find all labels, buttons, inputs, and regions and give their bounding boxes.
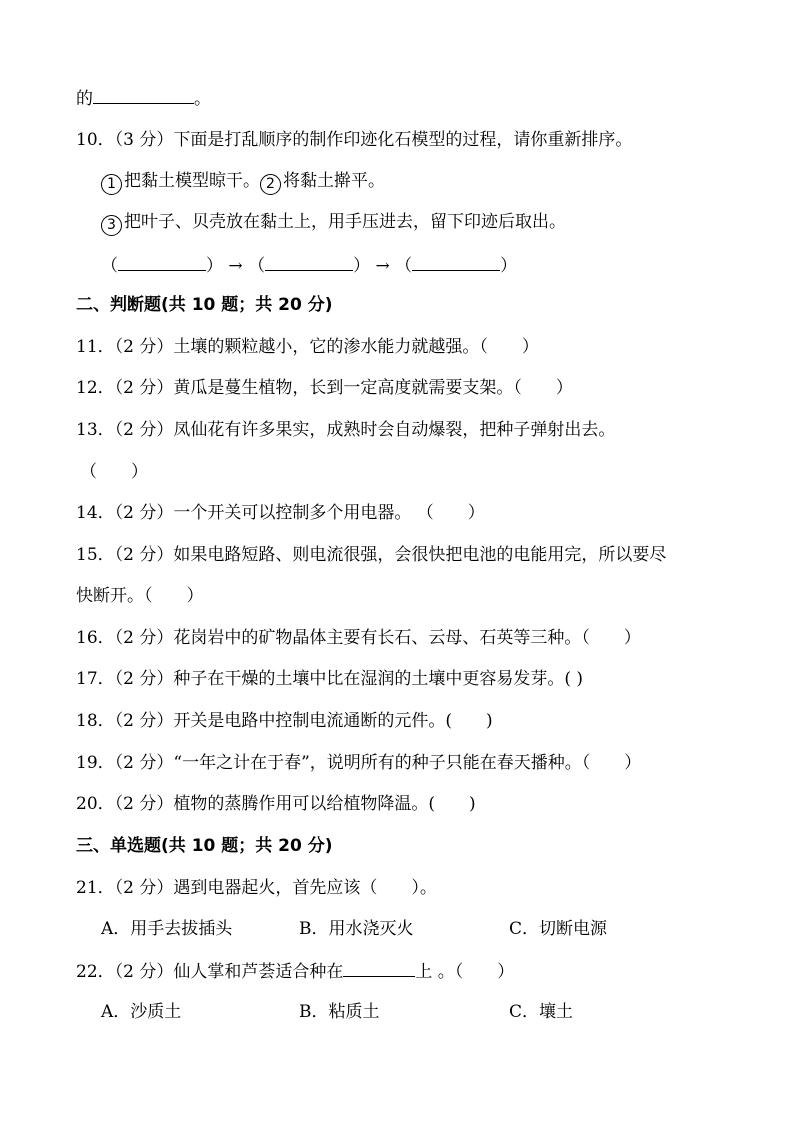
question-text: 种子在干燥的土壤中比在湿润的土壤中更容易发芽。( ) bbox=[173, 669, 584, 689]
question-12 bbox=[76, 376, 573, 400]
close-paren: ） bbox=[206, 256, 223, 276]
question-score: （2 分） bbox=[114, 962, 174, 982]
q9-prefix: 的 bbox=[76, 89, 93, 109]
question-text: “一年之计在于春”，说明所有的种子只能在春天播种。（ ） bbox=[173, 753, 642, 773]
question-text: 下面是打乱顺序的制作印迹化石模型的过程，请你重新排序。 bbox=[173, 130, 633, 150]
question-number: 19． bbox=[76, 753, 115, 773]
question-score: （3 分） bbox=[114, 130, 174, 150]
question-score: （2 分） bbox=[114, 545, 174, 565]
question-13 bbox=[76, 418, 615, 442]
question-16 bbox=[76, 626, 641, 650]
section-title-single-choice: 三、单选题(共 10 题；共 20 分) bbox=[76, 836, 333, 856]
q10-steps-line1 bbox=[101, 169, 385, 195]
question-text: 一个开关可以控制多个用电器。 （ ） bbox=[173, 503, 485, 523]
open-paren: （ bbox=[101, 256, 118, 276]
close-paren: ） bbox=[500, 256, 518, 276]
circled-number-3: 3 bbox=[101, 215, 122, 236]
section-title-judgment: 二、判断题(共 10 题；共 20 分) bbox=[76, 295, 333, 315]
order-blank-2[interactable] bbox=[265, 253, 353, 271]
q10-step2: 将黏土擀平。 bbox=[283, 171, 385, 191]
q9-suffix: 。 bbox=[194, 89, 211, 109]
q22-option-b[interactable]: B．粘质土 bbox=[299, 1002, 380, 1022]
open-paren: （ bbox=[395, 256, 413, 276]
question-text: 如果电路短路、则电流很强，会很快把电池的电能用完，所以要尽 bbox=[173, 545, 667, 565]
q10-steps-line2 bbox=[101, 210, 566, 236]
q10-step3: 把叶子、贝壳放在黏土上，用手压进去，留下印迹后取出。 bbox=[124, 212, 566, 232]
question-15 bbox=[76, 543, 666, 567]
q13-answer-paren[interactable]: （ ） bbox=[80, 462, 148, 482]
question-20 bbox=[76, 792, 476, 816]
question-score: （2 分） bbox=[114, 628, 174, 648]
q10-step1: 把黏土模型晾干。 bbox=[124, 171, 260, 191]
question-number: 14． bbox=[76, 503, 115, 523]
question-number: 17． bbox=[76, 669, 115, 689]
q21-option-b[interactable]: B．用水浇灭火 bbox=[299, 919, 414, 939]
answer-blank[interactable] bbox=[343, 959, 415, 977]
question-score: （2 分） bbox=[114, 669, 174, 689]
question-11 bbox=[76, 335, 539, 359]
question-text: 土壤的颗粒越小，它的渗水能力就越强。（ ） bbox=[173, 337, 539, 357]
question-text: 黄瓜是蔓生植物，长到一定高度就需要支架。（ ） bbox=[173, 378, 573, 398]
q22-option-a[interactable]: A．沙质土 bbox=[101, 1002, 182, 1022]
question-text: 凤仙花有许多果实，成熟时会自动爆裂，把种子弹射出去。 bbox=[173, 420, 616, 440]
question-21 bbox=[76, 876, 437, 900]
question-text: 花岗岩中的矿物晶体主要有长石、云母、石英等三种。（ ） bbox=[173, 628, 641, 648]
circled-number-2: 2 bbox=[260, 174, 281, 195]
question-text: 遇到电器起火，首先应该（ ）。 bbox=[173, 878, 437, 898]
open-paren: （ bbox=[248, 256, 266, 276]
question-18 bbox=[76, 709, 493, 733]
question-number: 13． bbox=[76, 420, 115, 440]
question-score: （2 分） bbox=[114, 878, 174, 898]
question-number: 10． bbox=[76, 130, 115, 150]
question-19 bbox=[76, 751, 641, 775]
order-blank-3[interactable] bbox=[412, 253, 500, 271]
question-text: 开关是电路中控制电流通断的元件。( ) bbox=[173, 711, 493, 731]
q15-continued: 快断开。（ ） bbox=[76, 586, 204, 606]
question-text-post: 上 。（ ） bbox=[415, 962, 515, 982]
question-number: 22． bbox=[76, 962, 115, 982]
question-number: 15． bbox=[76, 545, 115, 565]
question-score: （2 分） bbox=[114, 753, 174, 773]
question-number: 16． bbox=[76, 628, 115, 648]
question-text-pre: 仙人掌和芦荟适合种在 bbox=[173, 962, 344, 982]
question-number: 21． bbox=[76, 878, 115, 898]
question-score: （2 分） bbox=[114, 337, 174, 357]
order-blank-1[interactable] bbox=[118, 253, 206, 271]
question-number: 18． bbox=[76, 711, 115, 731]
question-number: 12． bbox=[76, 378, 115, 398]
answer-blank[interactable] bbox=[93, 86, 194, 104]
question-14 bbox=[76, 501, 485, 525]
q9-tail bbox=[76, 86, 211, 111]
question-17 bbox=[76, 667, 583, 691]
q21-option-c[interactable]: C．切断电源 bbox=[509, 919, 608, 939]
question-score: （2 分） bbox=[114, 711, 174, 731]
q10-order-blanks bbox=[101, 253, 517, 278]
q21-option-a[interactable]: A．用手去拔插头 bbox=[101, 919, 233, 939]
question-number: 20． bbox=[76, 794, 115, 814]
question-number: 11． bbox=[76, 337, 115, 357]
question-score: （2 分） bbox=[114, 378, 174, 398]
question-score: （2 分） bbox=[114, 420, 174, 440]
question-score: （2 分） bbox=[114, 794, 174, 814]
question-score: （2 分） bbox=[114, 503, 174, 523]
arrow-icon: → bbox=[375, 256, 390, 276]
q22-option-c[interactable]: C．壤土 bbox=[509, 1002, 574, 1022]
close-paren: ） bbox=[353, 256, 371, 276]
arrow-icon: → bbox=[228, 256, 243, 276]
circled-number-1: 1 bbox=[101, 174, 122, 195]
question-text: 植物的蒸腾作用可以给植物降温。( ) bbox=[173, 794, 476, 814]
question-10 bbox=[76, 128, 632, 152]
question-22 bbox=[76, 959, 514, 984]
